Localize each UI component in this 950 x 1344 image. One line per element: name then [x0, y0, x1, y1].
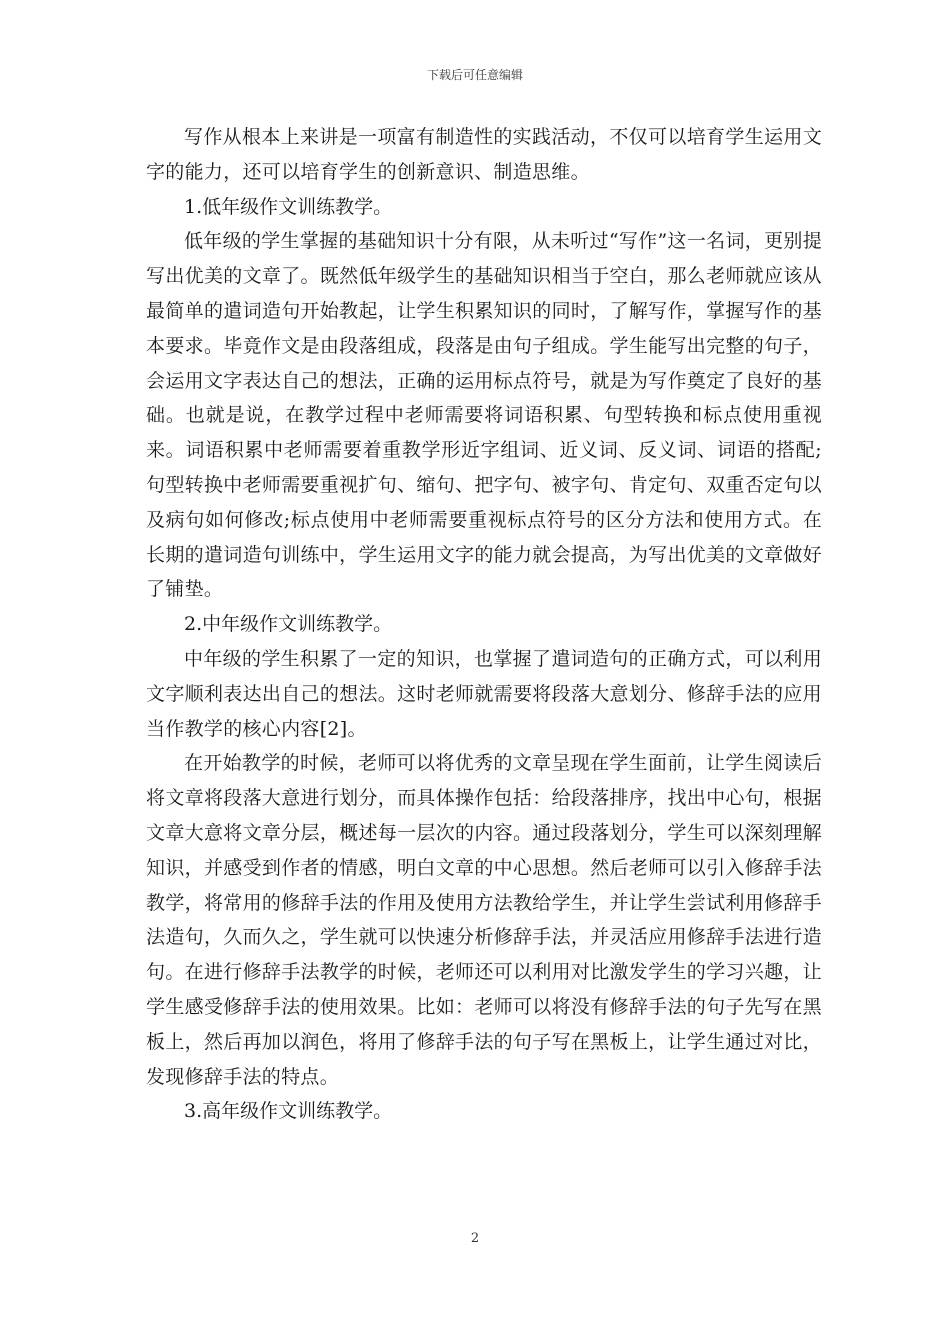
page-number: 2: [470, 1231, 480, 1246]
paragraph-low-grade: 低年级的学生掌握的基础知识十分有限，从未听过“写作”这一名词，更别提写出优美的文章了。既然低年级学生的基础知识相当于空白，那么老师就应该从最简单的遣词造句开始教起，让学生积累知识的同时，了解写作，掌握写作的基本要求。毕竟作文是由段落组成，段落是由句子组成。学生能写出完整的句子，会运用文字表达自己的想法，正确的运用标点符号，就是为写作奠定了良好的基础。也就是说，在教学过程中老师需要将词语积累、句型转换和标点使用重视来。词语积累中老师需要着重教学形近字组词、近义词、反义词、词语的搭配;句型转换中老师需要重视扩句、缩句、把字句、被字句、肯定句、双重否定句以及病句如何修改;标点使用中老师需要重视标点符号的区分方法和使用方式。在长期的遣词造句训练中，学生运用文字的能力就会提高，为写出优美的文章做好了铺垫。: [146, 230, 822, 601]
page-header: 下载后可任意编辑: [426, 68, 523, 82]
paragraph-mid-grade-detail: 在开始教学的时候，老师可以将优秀的文章呈现在学生面前，让学生阅读后将文章将段落大意进行划分，而具体操作包括：给段落排序，找出中心句，根据文章大意将文章分层，概述每一层次的内容。通过段落划分，学生可以深刻理解知识，并感受到作者的情感，明白文章的中心思想。然后老师可以引入修辞手法教学，将常用的修辞手法的作用及使用方法教给学生，并让学生尝试利用修辞手法造句，久而久之，学生就可以快速分析修辞手法，并灵活应用修辞手法进行造句。在进行修辞手法教学的时候，老师还可以利用对比激发学生的学习兴趣，让学生感受修辞手法的使用效果。比如：老师可以将没有修辞手法的句子先写在黑板上，然后再加以润色，将用了修辞手法的句子写在黑板上，让学生通过对比，发现修辞手法的特点。: [146, 752, 822, 1088]
paragraph-intro: 写作从根本上来讲是一项富有制造性的实践活动，不仅可以培育学生运用文字的能力，还可以培育学生的创新意识、制造思维。: [146, 126, 822, 183]
section-heading-low-grade: 1.低年级作文训练教学。: [184, 195, 393, 218]
document-body: [146, 120, 822, 1129]
section-heading-high-grade: 3.高年级作文训练教学。: [184, 1100, 393, 1123]
section-heading-mid-grade: 2.中年级作文训练教学。: [184, 613, 393, 636]
paragraph-mid-grade-intro: 中年级的学生积累了一定的知识，也掌握了遣词造句的正确方式，可以利用文字顺利表达出自己的想法。这时老师就需要将段落大意划分、修辞手法的应用当作教学的核心内容[2]。: [146, 647, 822, 740]
